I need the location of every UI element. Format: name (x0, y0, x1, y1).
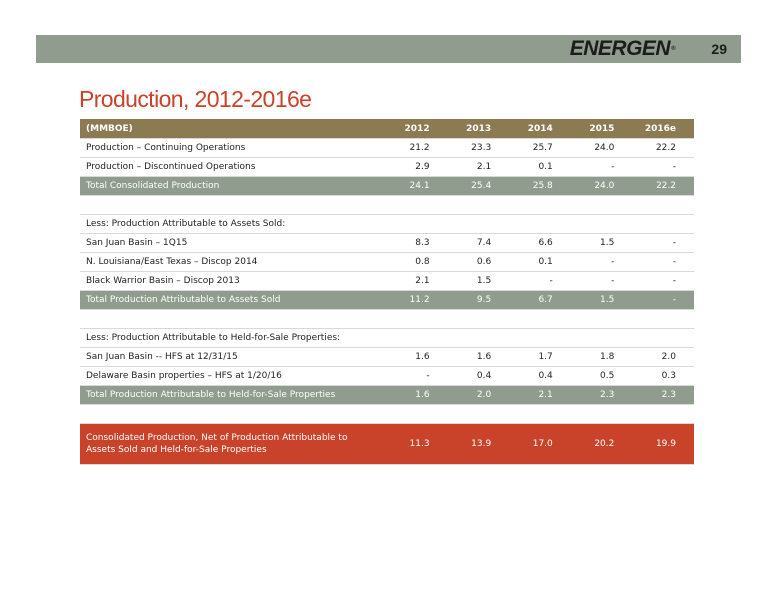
row-label: Less: Production Attributable to Assets Sold: (80, 215, 386, 234)
cell-value: 11.3 (386, 424, 448, 465)
cell-value (448, 310, 510, 329)
cell-value: 6.7 (509, 291, 571, 310)
cell-value: 1.6 (386, 386, 448, 405)
cell-value: 0.3 (632, 367, 694, 386)
header-bar (36, 35, 741, 63)
cell-value (509, 405, 571, 424)
cell-value: 11.2 (386, 291, 448, 310)
cell-value (448, 196, 510, 215)
cell-value (448, 215, 510, 234)
cell-value (571, 405, 633, 424)
cell-value: 2.3 (571, 386, 633, 405)
spacer-row (80, 405, 694, 424)
section-heading-row (80, 329, 694, 348)
cell-value: 2.0 (448, 386, 510, 405)
cell-value (386, 196, 448, 215)
cell-value (386, 215, 448, 234)
cell-value (509, 215, 571, 234)
cell-value (571, 215, 633, 234)
table-row (80, 234, 694, 253)
cell-value: 0.1 (509, 253, 571, 272)
cell-value: 24.1 (386, 177, 448, 196)
cell-value: 2.1 (509, 386, 571, 405)
cell-value: 0.8 (386, 253, 448, 272)
cell-value: 0.6 (448, 253, 510, 272)
column-header-year: 2012 (386, 119, 448, 139)
cell-value: - (571, 253, 633, 272)
cell-value (509, 196, 571, 215)
cell-value: 1.7 (509, 348, 571, 367)
row-label: San Juan Basin – 1Q15 (80, 234, 386, 253)
cell-value: 9.5 (448, 291, 510, 310)
cell-value: 1.5 (448, 272, 510, 291)
row-label (80, 196, 386, 215)
cell-value: 0.1 (509, 158, 571, 177)
cell-value: 1.5 (571, 291, 633, 310)
cell-value: - (632, 253, 694, 272)
table-row (80, 367, 694, 386)
spacer-row (80, 310, 694, 329)
cell-value: 2.1 (448, 158, 510, 177)
page-title: Production, 2012-2016e (79, 86, 312, 112)
row-label: Total Consolidated Production (80, 177, 386, 196)
total-row (80, 177, 694, 196)
row-label: Total Production Attributable to Assets Sold (80, 291, 386, 310)
row-label: Black Warrior Basin – Discop 2013 (80, 272, 386, 291)
row-label: Delaware Basin properties – HFS at 1/20/16 (80, 367, 386, 386)
production-table (80, 119, 694, 465)
row-label: Consolidated Production, Net of Production Attributable to Assets Sold and Held-for-Sale Properties (80, 424, 386, 465)
row-label: Production – Discontinued Operations (80, 158, 386, 177)
cell-value: 2.0 (632, 348, 694, 367)
cell-value (632, 215, 694, 234)
cell-value (571, 196, 633, 215)
column-header-year: 2014 (509, 119, 571, 139)
table-body (80, 139, 694, 465)
cell-value: 0.5 (571, 367, 633, 386)
cell-value: - (632, 158, 694, 177)
cell-value (632, 310, 694, 329)
cell-value: 0.4 (448, 367, 510, 386)
cell-value: - (632, 272, 694, 291)
cell-value (571, 329, 633, 348)
cell-value (448, 329, 510, 348)
total-row (80, 386, 694, 405)
cell-value: 2.1 (386, 272, 448, 291)
table-header-row (80, 119, 694, 139)
cell-value: - (632, 234, 694, 253)
cell-value: 20.2 (571, 424, 633, 465)
row-label: San Juan Basin -- HFS at 12/31/15 (80, 348, 386, 367)
cell-value: 21.2 (386, 139, 448, 158)
cell-value: - (386, 367, 448, 386)
cell-value: 1.6 (448, 348, 510, 367)
cell-value: 17.0 (509, 424, 571, 465)
logo-registered-mark: ® (671, 46, 675, 52)
section-heading-row (80, 215, 694, 234)
cell-value: 23.3 (448, 139, 510, 158)
cell-value: - (509, 272, 571, 291)
cell-value: 1.6 (386, 348, 448, 367)
cell-value (509, 310, 571, 329)
cell-value: - (632, 291, 694, 310)
cell-value: - (571, 158, 633, 177)
cell-value: 24.0 (571, 177, 633, 196)
cell-value: 1.5 (571, 234, 633, 253)
table-row (80, 272, 694, 291)
net-production-row (80, 424, 694, 465)
cell-value: 25.8 (509, 177, 571, 196)
row-label: Less: Production Attributable to Held-for-Sale Properties: (80, 329, 386, 348)
cell-value (632, 196, 694, 215)
energen-logo (570, 37, 675, 61)
cell-value (386, 405, 448, 424)
cell-value: 1.8 (571, 348, 633, 367)
cell-value (571, 310, 633, 329)
cell-value: - (571, 272, 633, 291)
column-header-year: 2015 (571, 119, 633, 139)
logo-text: ENERGEN (569, 37, 671, 60)
cell-value: 19.9 (632, 424, 694, 465)
cell-value: 7.4 (448, 234, 510, 253)
page-number: 29 (711, 41, 727, 57)
row-label: Total Production Attributable to Held-for-Sale Properties (80, 386, 386, 405)
cell-value (632, 329, 694, 348)
column-header-year: 2013 (448, 119, 510, 139)
cell-value: 6.6 (509, 234, 571, 253)
cell-value (386, 329, 448, 348)
cell-value: 2.9 (386, 158, 448, 177)
row-label: Production – Continuing Operations (80, 139, 386, 158)
table-row (80, 348, 694, 367)
row-label: N. Louisiana/East Texas – Discop 2014 (80, 253, 386, 272)
table-row (80, 158, 694, 177)
cell-value: 13.9 (448, 424, 510, 465)
spacer-row (80, 196, 694, 215)
table-row (80, 139, 694, 158)
cell-value: 2.3 (632, 386, 694, 405)
row-label (80, 405, 386, 424)
cell-value: 0.4 (509, 367, 571, 386)
total-row (80, 291, 694, 310)
row-label (80, 310, 386, 329)
cell-value: 24.0 (571, 139, 633, 158)
cell-value (632, 405, 694, 424)
cell-value: 25.4 (448, 177, 510, 196)
cell-value: 22.2 (632, 177, 694, 196)
column-header-unit: (MMBOE) (80, 119, 386, 139)
cell-value (448, 405, 510, 424)
column-header-year: 2016e (632, 119, 694, 139)
table-row (80, 253, 694, 272)
cell-value: 8.3 (386, 234, 448, 253)
cell-value (509, 329, 571, 348)
cell-value (386, 310, 448, 329)
cell-value: 25.7 (509, 139, 571, 158)
cell-value: 22.2 (632, 139, 694, 158)
